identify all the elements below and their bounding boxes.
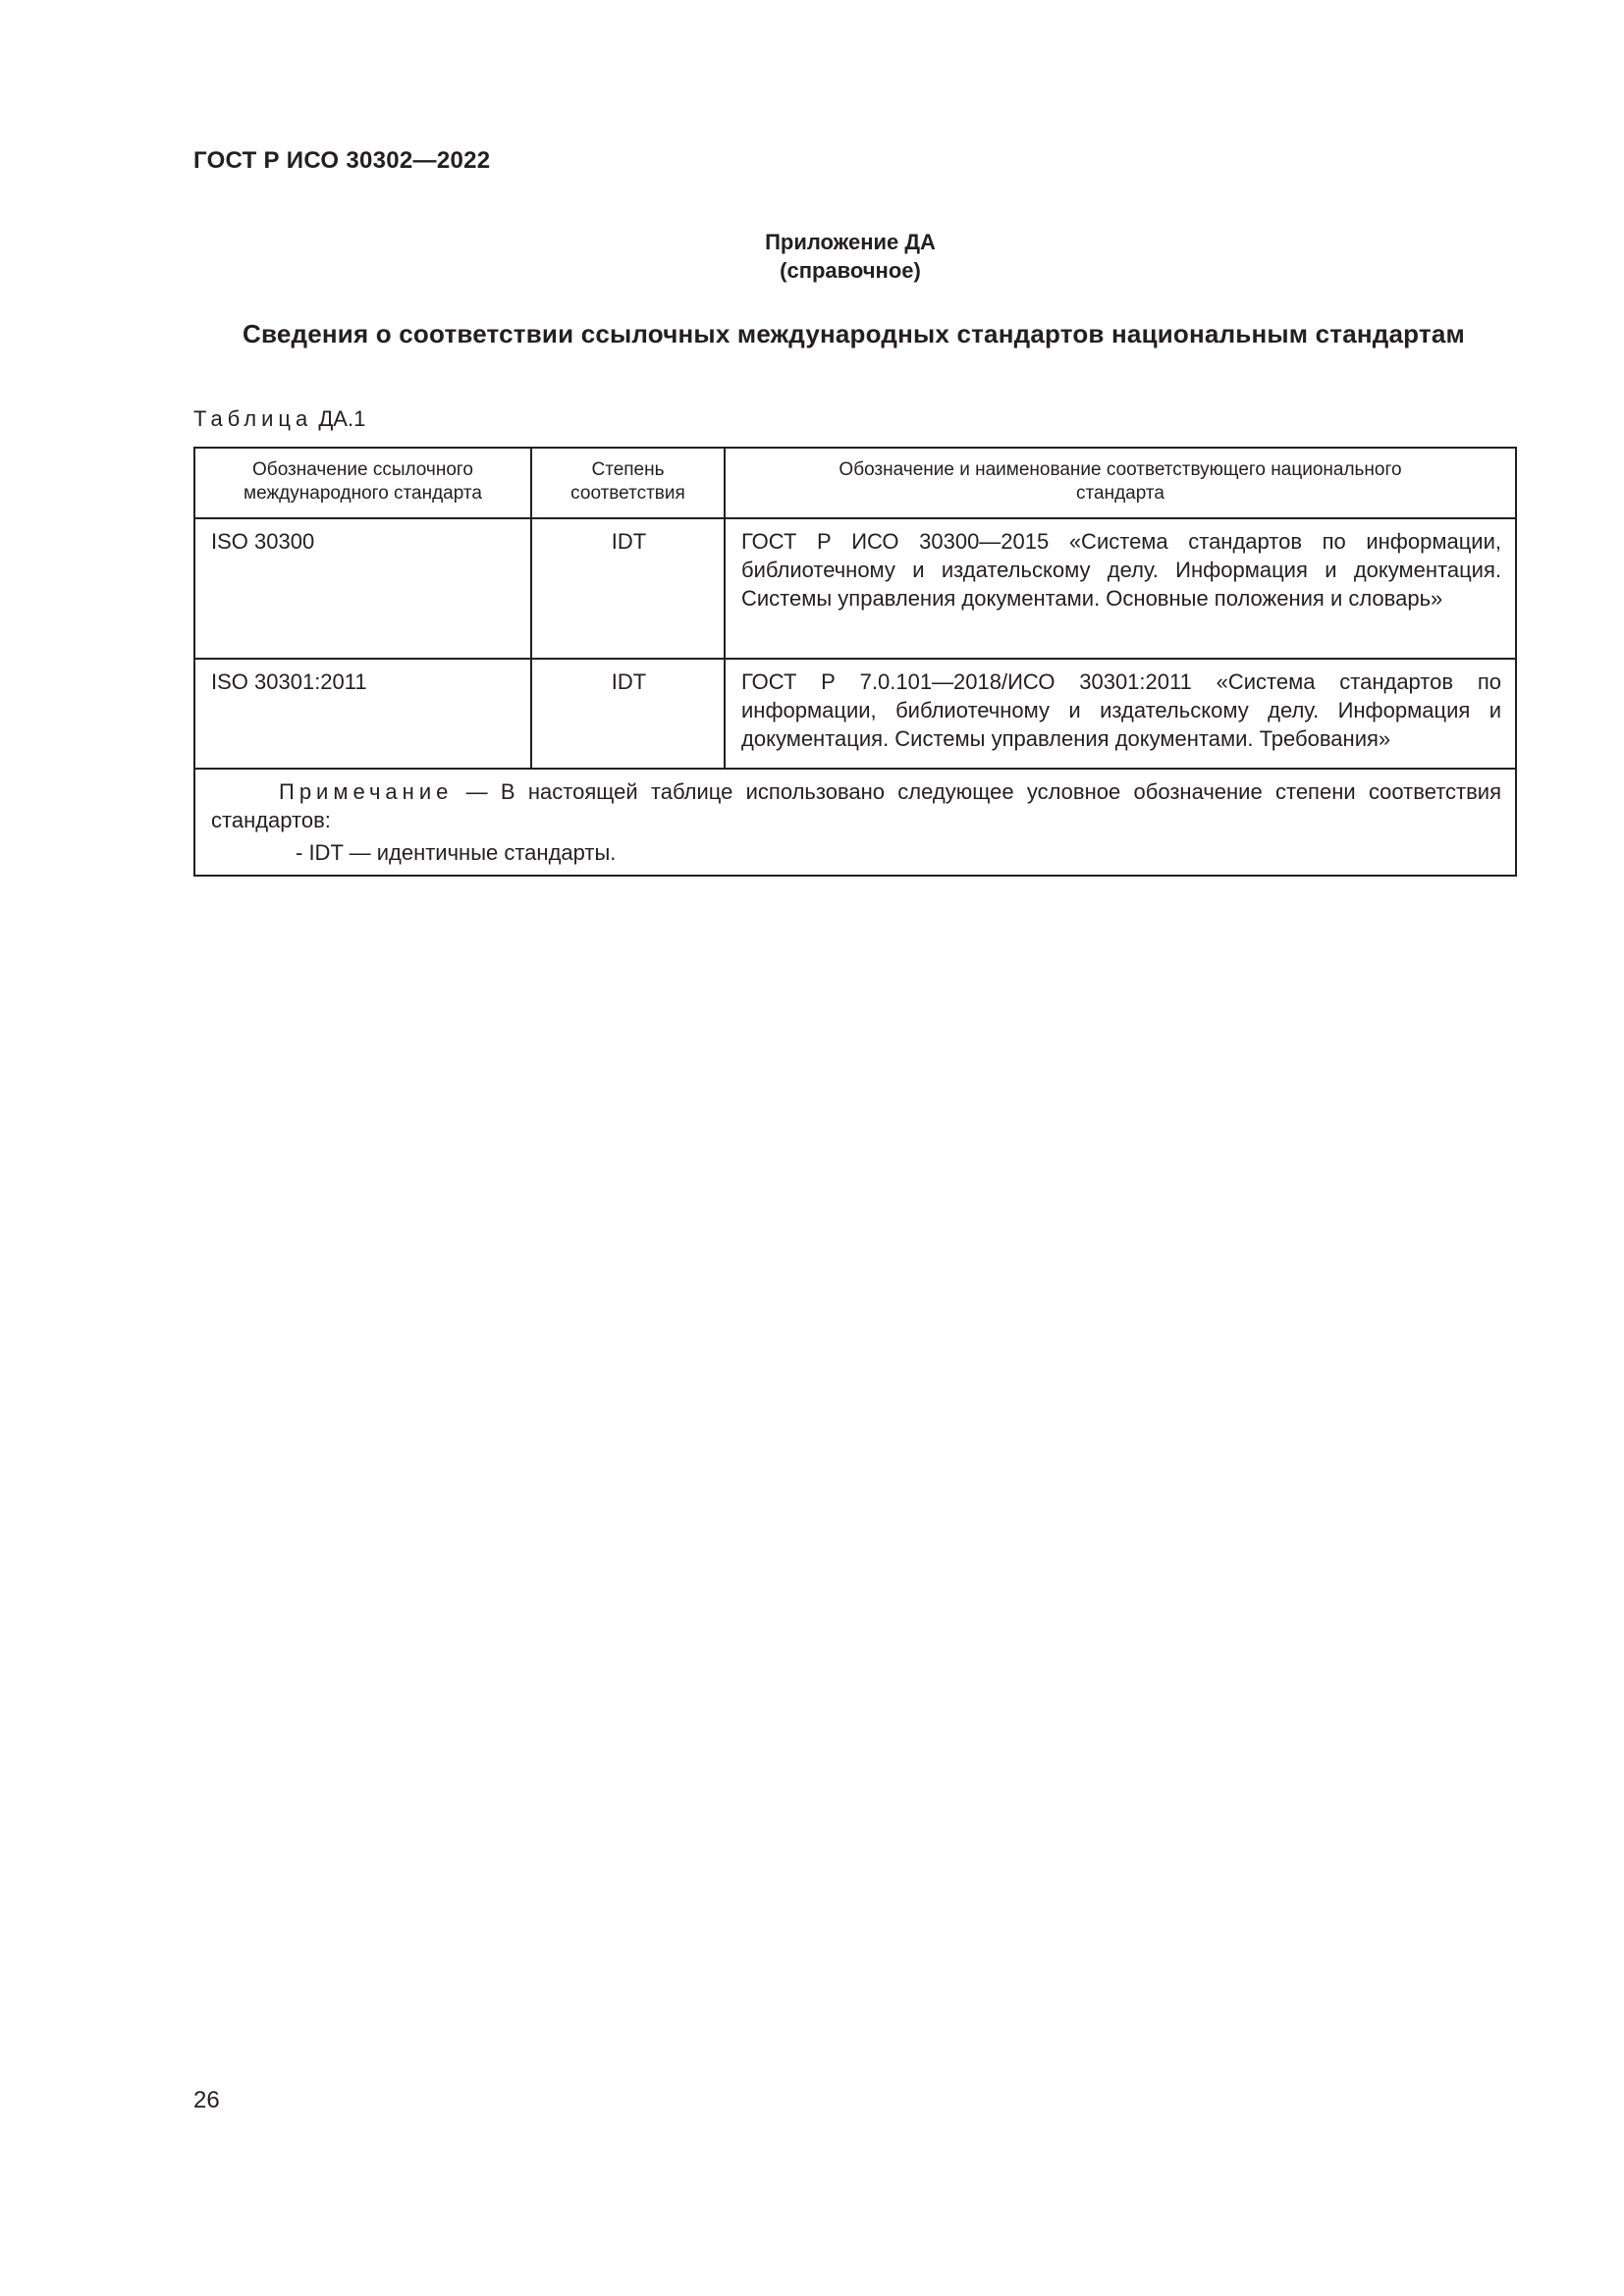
annex-subtitle: (справочное): [780, 258, 921, 283]
annex-title-block: [0, 228, 1624, 285]
cell-national: ГОСТ Р 7.0.101—2018/ИСО 30301:2011 «Система стандартов по информации, библиотечному и издательскому делу. Информация и документация. Системы управления документами. Требования»: [725, 659, 1516, 769]
correspondence-table: [193, 447, 1517, 877]
table-header-row: [194, 448, 1516, 518]
document-header: ГОСТ Р ИСО 30302—2022: [193, 147, 491, 174]
cell-international: ISO 30300: [194, 518, 531, 659]
note-label: Примечание: [279, 779, 454, 804]
table-row: [194, 659, 1516, 769]
table-note-row: [194, 769, 1516, 876]
table-caption: [193, 406, 365, 432]
table-note: [194, 769, 1516, 876]
cell-degree: IDT: [531, 659, 725, 769]
note-body: — В настоящей таблице использовано следующее условное обозначение степени соответствия стандартов:: [211, 779, 1501, 832]
annex-title: Приложение ДА: [765, 230, 936, 254]
cell-degree: IDT: [531, 518, 725, 659]
annex-heading: Сведения о соответствии ссылочных международных стандартов национальным стандартам: [243, 319, 1465, 348]
cell-international: ISO 30301:2011: [194, 659, 531, 769]
table-caption-number: ДА.1: [318, 406, 366, 431]
header-national-standard: Обозначение и наименование соответствующего национального стандарта: [725, 448, 1516, 518]
header-international-standard: Обозначение ссылочного международного стандарта: [194, 448, 531, 518]
header-degree: Степень соответствия: [531, 448, 725, 518]
note-list-item: - IDT — идентичные стандарты.: [296, 840, 617, 865]
page-number: 26: [193, 2087, 220, 2113]
note-text: [211, 777, 1501, 834]
cell-national: ГОСТ Р ИСО 30300—2015 «Система стандартов по информации, библиотечному и издательскому делу. Информация и документация. Системы управления документами. Основные положения и словарь»: [725, 518, 1516, 659]
table-caption-label: Таблица: [193, 406, 313, 431]
table-row: [194, 518, 1516, 659]
